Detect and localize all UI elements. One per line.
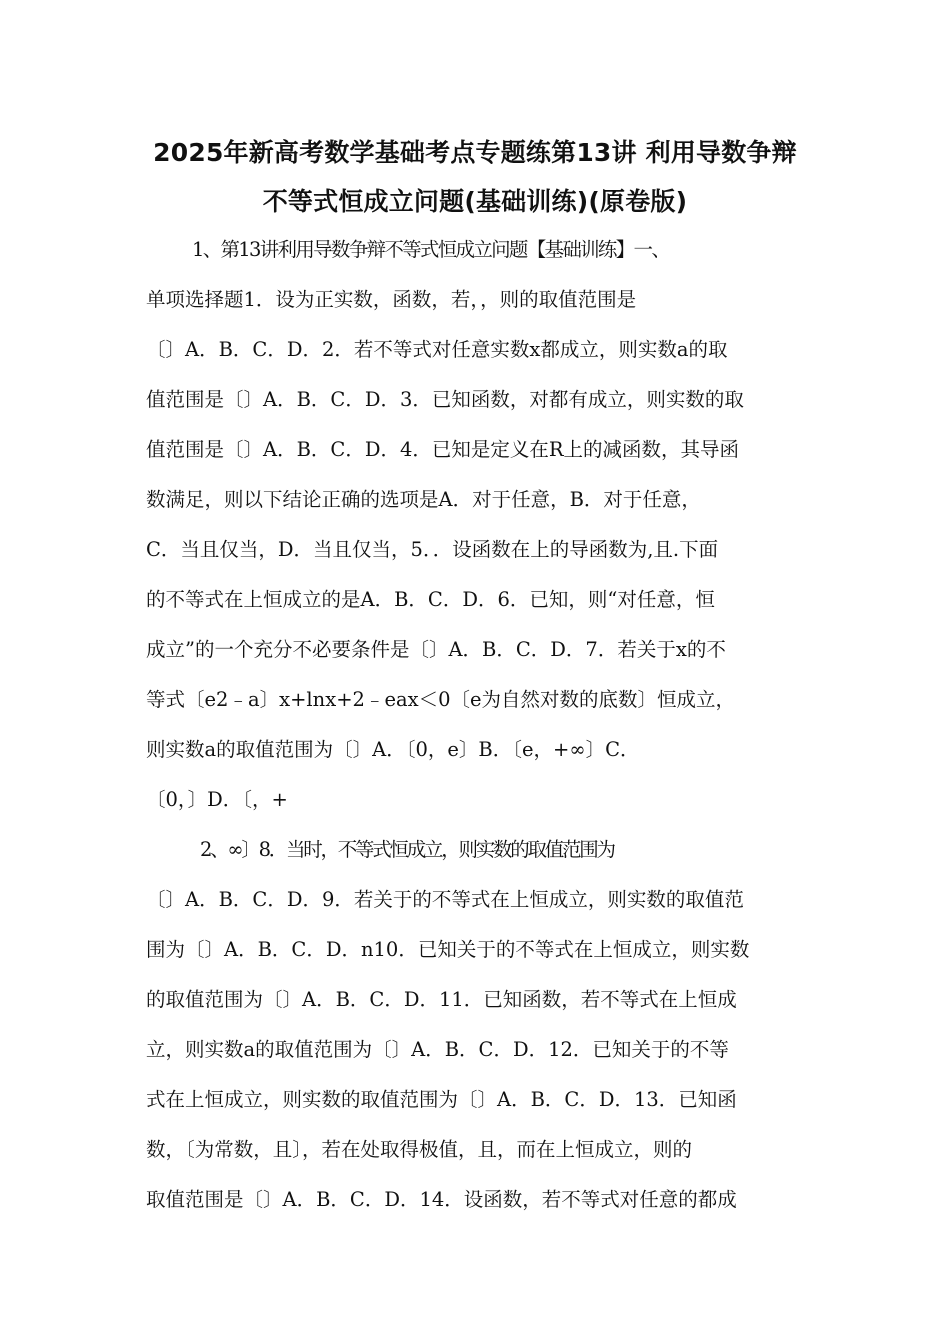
text-line: 2、∞〕8．当时，不等式恒成立，则实数的取值范围为 xyxy=(200,838,614,861)
text-line: 1、第13讲利用导数争辩不等式恒成立问题【基础训练】一、 xyxy=(192,238,670,261)
text-line: 〔〕A．B．C．D．2．若不等式对任意实数x都成立，则实数a的取 xyxy=(146,338,728,361)
text-line: 的取值范围为〔〕A．B．C．D．11．已知函数，若不等式在上恒成 xyxy=(146,988,737,1011)
text-line: 单项选择题1．设为正实数，函数，若，，则的取值范围是 xyxy=(146,288,637,311)
text-line: 值范围是〔〕A．B．C．D．3．已知函数，对都有成立，则实数的取 xyxy=(146,388,744,411)
text-line: 成立”的一个充分不必要条件是〔〕A．B．C．D．7．若关于x的不 xyxy=(146,638,726,661)
text-line: 围为〔〕A．B．C．D．n10．已知关于的不等式在上恒成立，则实数 xyxy=(146,938,750,961)
text-line: 〔0，〕D．〔，+ xyxy=(146,788,288,811)
text-line: 的不等式在上恒成立的是A．B．C．D．6．已知，则“对任意，恒 xyxy=(146,588,715,611)
document-title-line-1: 2025年新高考数学基础考点专题练第13讲 利用导数争辩 xyxy=(153,138,797,167)
text-line: 等式〔e2﹣a〕x+lnx+2﹣eax＜0〔e为自然对数的底数〕恒成立， xyxy=(146,688,736,711)
text-line: 取值范围是〔〕A．B．C．D．14．设函数，若不等式对任意的都成 xyxy=(146,1188,737,1211)
text-line: 数满足，则以下结论正确的选项是A．对于任意，B．对于任意， xyxy=(146,488,701,511)
text-line: 〔〕A．B．C．D．9．若关于的不等式在上恒成立，则实数的取值范 xyxy=(146,888,744,911)
text-line: 式在上恒成立，则实数的取值范围为〔〕A．B．C．D．13．已知函 xyxy=(146,1088,737,1111)
text-line: C．当且仅当，D．当且仅当，5．．设函数在上的导函数为,且.下面 xyxy=(146,538,719,561)
text-line: 立，则实数a的取值范围为〔〕A．B．C．D．12．已知关于的不等 xyxy=(146,1038,729,1061)
text-line: 值范围是〔〕A．B．C．D．4．已知是定义在R上的减函数，其导函 xyxy=(146,438,740,461)
text-line: 则实数a的取值范围为〔〕A．〔0，e〕B．〔e，+∞〕C． xyxy=(146,738,640,761)
text-line: 数，〔为常数，且〕，若在处取得极值，且，而在上恒成立，则的 xyxy=(146,1138,693,1161)
document-title-line-2: 不等式恒成立问题(基础训练)(原卷版) xyxy=(262,187,688,216)
